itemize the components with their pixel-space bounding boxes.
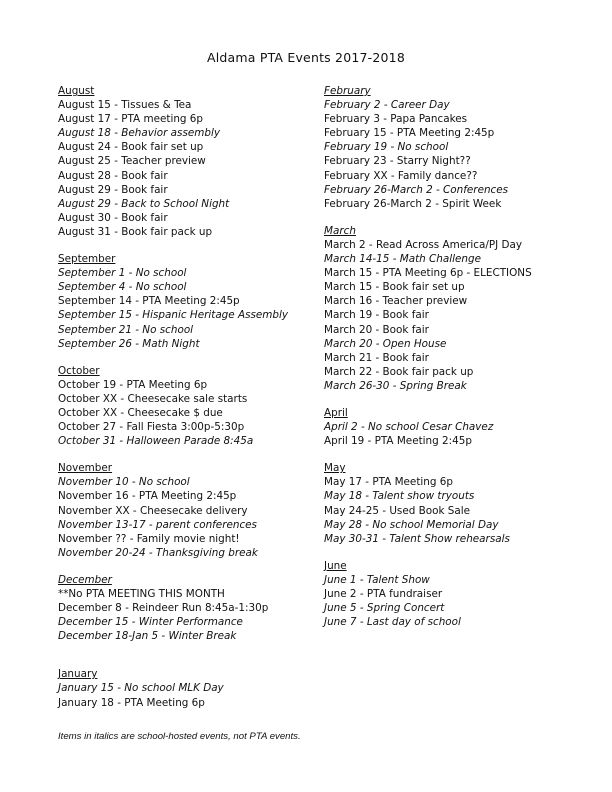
event-item: August 28 - Book fair: [58, 169, 168, 182]
event-item: February 3 - Papa Pancakes: [324, 113, 468, 126]
right-column: [324, 84, 594, 642]
event-item: August 17 - PTA meeting 6p: [58, 113, 204, 126]
event-item: March 20 - Open House: [324, 337, 447, 350]
event-item: October 27 - Fall Fiesta 3:00p-5:30p: [58, 421, 245, 434]
event-item: November XX - Cheesecake delivery: [58, 504, 248, 517]
event-item: May 24-25 - Used Book Sale: [324, 504, 471, 517]
event-item: May 30-31 - Talent Show rehearsals: [324, 532, 510, 545]
event-item: June 2 - PTA fundraiser: [324, 588, 443, 600]
event-item: November ?? - Family movie night!: [58, 532, 240, 545]
month-section-december: [58, 573, 320, 643]
event-item: August 25 - Teacher preview: [58, 155, 206, 168]
month-section-november: [58, 461, 320, 560]
event-item: February XX - Family dance??: [324, 169, 478, 182]
event-item: March 2 - Read Across America/PJ Day: [324, 238, 523, 251]
month-heading: March: [324, 224, 356, 237]
event-item: April 19 - PTA Meeting 2:45p: [324, 435, 472, 448]
event-item: November 13-17 - parent conferences: [58, 518, 257, 531]
month-section-march: [324, 224, 594, 393]
event-item: June 1 - Talent Show: [324, 573, 430, 586]
event-item: March 16 - Teacher preview: [324, 295, 468, 308]
event-item: August 30 - Book fair: [58, 211, 168, 224]
event-item: August 24 - Book fair set up: [58, 141, 204, 154]
event-item: October XX - Cheesecake $ due: [58, 406, 223, 419]
month-section-october: [58, 364, 320, 449]
month-heading: November: [58, 462, 113, 475]
event-item: March 14-15 - Math Challenge: [324, 253, 481, 266]
month-section-september: [58, 252, 320, 351]
event-item: January 18 - PTA Meeting 6p: [58, 696, 205, 709]
event-item: June 5 - Spring Concert: [324, 602, 445, 615]
event-item: March 20 - Book fair: [324, 323, 429, 336]
event-item: December 18-Jan 5 - Winter Break: [58, 630, 237, 643]
month-section-august: [58, 84, 320, 239]
month-heading: October: [58, 364, 100, 377]
event-item: October 31 - Halloween Parade 8:45a: [58, 435, 254, 448]
month-heading: February: [324, 85, 371, 97]
event-item: February 19 - No school: [324, 141, 449, 154]
event-item: December 8 - Reindeer Run 8:45a-1:30p: [58, 602, 269, 615]
month-heading: January: [58, 668, 98, 681]
event-item: May 17 - PTA Meeting 6p: [324, 476, 453, 489]
page-title: Aldama PTA Events 2017-2018: [207, 50, 405, 65]
month-heading: May: [324, 462, 346, 475]
italics-legend-note: Items in italics are school-hosted events, not PTA events.: [58, 731, 301, 742]
event-item: March 21 - Book fair: [324, 351, 429, 364]
event-item: August 18 - Behavior assembly: [58, 127, 221, 140]
event-item: November 16 - PTA Meeting 2:45p: [58, 490, 237, 503]
event-item: March 15 - PTA Meeting 6p - ELECTIONS: [324, 267, 532, 280]
event-item: August 31 - Book fair pack up: [58, 225, 213, 238]
event-item: September 14 - PTA Meeting 2:45p: [58, 295, 240, 308]
event-item: March 15 - Book fair set up: [324, 281, 465, 294]
event-item: November 20-24 - Thanksgiving break: [58, 546, 258, 559]
event-item: September 15 - Hispanic Heritage Assembly: [58, 309, 289, 322]
event-item: December 15 - Winter Performance: [58, 616, 243, 629]
event-item: August 29 - Book fair: [58, 183, 168, 196]
left-column: [58, 84, 320, 723]
event-item: February 26-March 2 - Conferences: [324, 183, 509, 196]
event-item: October XX - Cheesecake sale starts: [58, 392, 248, 405]
event-item: September 4 - No school: [58, 281, 187, 294]
month-heading: August: [58, 85, 95, 97]
event-item: February 23 - Starry Night??: [324, 155, 471, 168]
event-item: April 2 - No school Cesar Chavez: [324, 421, 494, 434]
event-item: November 10 - No school: [58, 476, 190, 489]
event-item: February 15 - PTA Meeting 2:45p: [324, 127, 495, 140]
event-item: February 26-March 2 - Spirit Week: [324, 197, 502, 210]
month-heading: June: [324, 559, 347, 572]
event-item: **No PTA MEETING THIS MONTH: [58, 588, 225, 600]
month-heading: December: [58, 573, 112, 586]
event-item: May 28 - No school Memorial Day: [324, 518, 499, 531]
month-heading: September: [58, 253, 116, 266]
event-item: May 18 - Talent show tryouts: [324, 490, 475, 503]
month-section-may: [324, 461, 594, 546]
event-item: March 19 - Book fair: [324, 309, 429, 322]
month-heading: April: [324, 406, 348, 419]
event-item: August 29 - Back to School Night: [58, 197, 230, 210]
month-section-february: [324, 84, 594, 211]
event-item: September 21 - No school: [58, 323, 194, 336]
event-item: March 22 - Book fair pack up: [324, 365, 474, 378]
event-item: August 15 - Tissues & Tea: [58, 99, 192, 112]
event-item: January 15 - No school MLK Day: [58, 682, 224, 695]
event-item: October 19 - PTA Meeting 6p: [58, 378, 208, 391]
event-item: September 1 - No school: [58, 267, 187, 280]
event-item: September 26 - Math Night: [58, 337, 200, 350]
event-item: March 26-30 - Spring Break: [324, 379, 467, 392]
event-item: February 2 - Career Day: [324, 99, 450, 112]
month-section-january: [58, 667, 320, 709]
month-section-june: [324, 559, 594, 629]
month-section-april: [324, 406, 594, 448]
event-item: June 7 - Last day of school: [324, 616, 461, 629]
